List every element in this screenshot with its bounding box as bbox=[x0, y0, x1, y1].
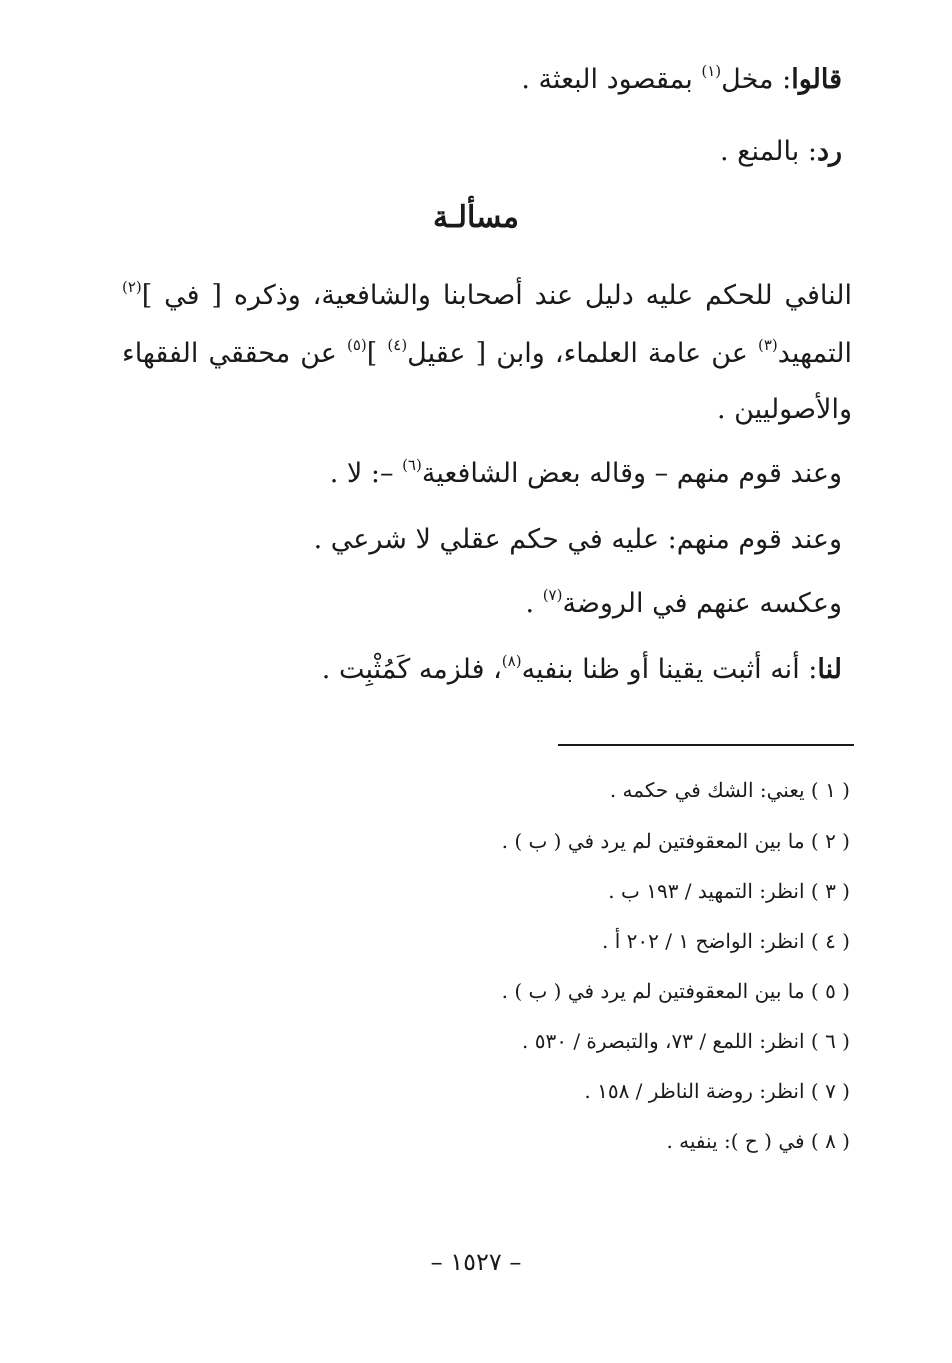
statement-text: وعكسه عنهم في الروضة bbox=[562, 588, 842, 619]
paragraph-text: النافي للحكم عليه دليل عند أصحابنا والشافعية، وذكره [ في ] bbox=[141, 280, 852, 311]
footnote-7: ( ٧ ) انظر: روضة الناظر / ١٥٨ . bbox=[584, 1079, 850, 1103]
paragraph-text: التمهيد bbox=[777, 338, 852, 369]
section-heading: مسألـة bbox=[433, 200, 519, 235]
footnote-marker: (٧) bbox=[542, 586, 563, 604]
footnote-marker: (٦) bbox=[402, 456, 422, 474]
footnote-marker: (٨) bbox=[501, 652, 522, 670]
footnote-2: ( ٢ ) ما بين المعقوفتين لم يرد في ( ب ) . bbox=[501, 829, 850, 853]
statement-line-1 bbox=[330, 454, 842, 494]
footnote-6: ( ٦ ) انظر: اللمع / ٧٣، والتبصرة / ٥٣٠ . bbox=[522, 1029, 850, 1053]
qalu-label: قالوا bbox=[791, 64, 842, 95]
footnote-marker: (٢) bbox=[122, 278, 142, 296]
footnote-8: ( ٨ ) في ( ح ): ينفيه . bbox=[666, 1129, 850, 1153]
statement-text: وعند قوم منهم – وقاله بعض الشافعية bbox=[421, 458, 842, 489]
paragraph-line-2 bbox=[122, 334, 852, 374]
paragraph-text: عن محققي الفقهاء bbox=[122, 338, 347, 369]
footnote-3: ( ٣ ) انظر: التمهيد / ١٩٣ ب . bbox=[608, 879, 850, 903]
lana-label: لنا bbox=[817, 654, 842, 685]
radd-text: : بالمنع . bbox=[719, 136, 817, 167]
paragraph-line-3: والأصوليين . bbox=[716, 394, 852, 425]
page-number: – ١٥٢٧ – bbox=[430, 1248, 522, 1276]
footnote-marker: (٥) bbox=[347, 336, 367, 354]
qalu-text: : مخل bbox=[721, 64, 792, 95]
footnote-5: ( ٥ ) ما بين المعقوفتين لم يرد في ( ب ) . bbox=[501, 979, 850, 1003]
footnote-4: ( ٤ ) انظر: الواضح ١ / ٢٠٢ أ . bbox=[602, 929, 850, 953]
lana-text: : أنه أثبت يقينا أو ظنا بنفيه bbox=[521, 654, 818, 685]
statement-text-end: –: لا . bbox=[329, 458, 403, 489]
paragraph-line-1 bbox=[122, 276, 852, 316]
paragraph-text: ] bbox=[366, 338, 388, 369]
footnote-marker: (٣) bbox=[757, 336, 778, 354]
statement-text-end: . bbox=[525, 588, 543, 619]
qalu-line bbox=[521, 60, 842, 100]
footnote-marker: (٤) bbox=[387, 336, 408, 354]
radd-label: رد bbox=[816, 136, 842, 167]
lana-line bbox=[322, 650, 842, 690]
paragraph-text: عن عامة العلماء، وابن [ عقيل bbox=[407, 338, 758, 369]
radd-line bbox=[720, 132, 842, 172]
footnote-marker: (١) bbox=[701, 62, 722, 80]
footnote-1: ( ١ ) يعني: الشك في حكمه . bbox=[609, 778, 850, 802]
qalu-text-end: بمقصود البعثة . bbox=[521, 64, 702, 95]
lana-text-end: ، فلزمه كَمُثْبِت . bbox=[321, 654, 502, 685]
statement-line-2: وعند قوم منهم: عليه في حكم عقلي لا شرعي . bbox=[313, 524, 842, 555]
statement-line-3 bbox=[526, 584, 842, 624]
footnote-separator bbox=[558, 744, 854, 746]
